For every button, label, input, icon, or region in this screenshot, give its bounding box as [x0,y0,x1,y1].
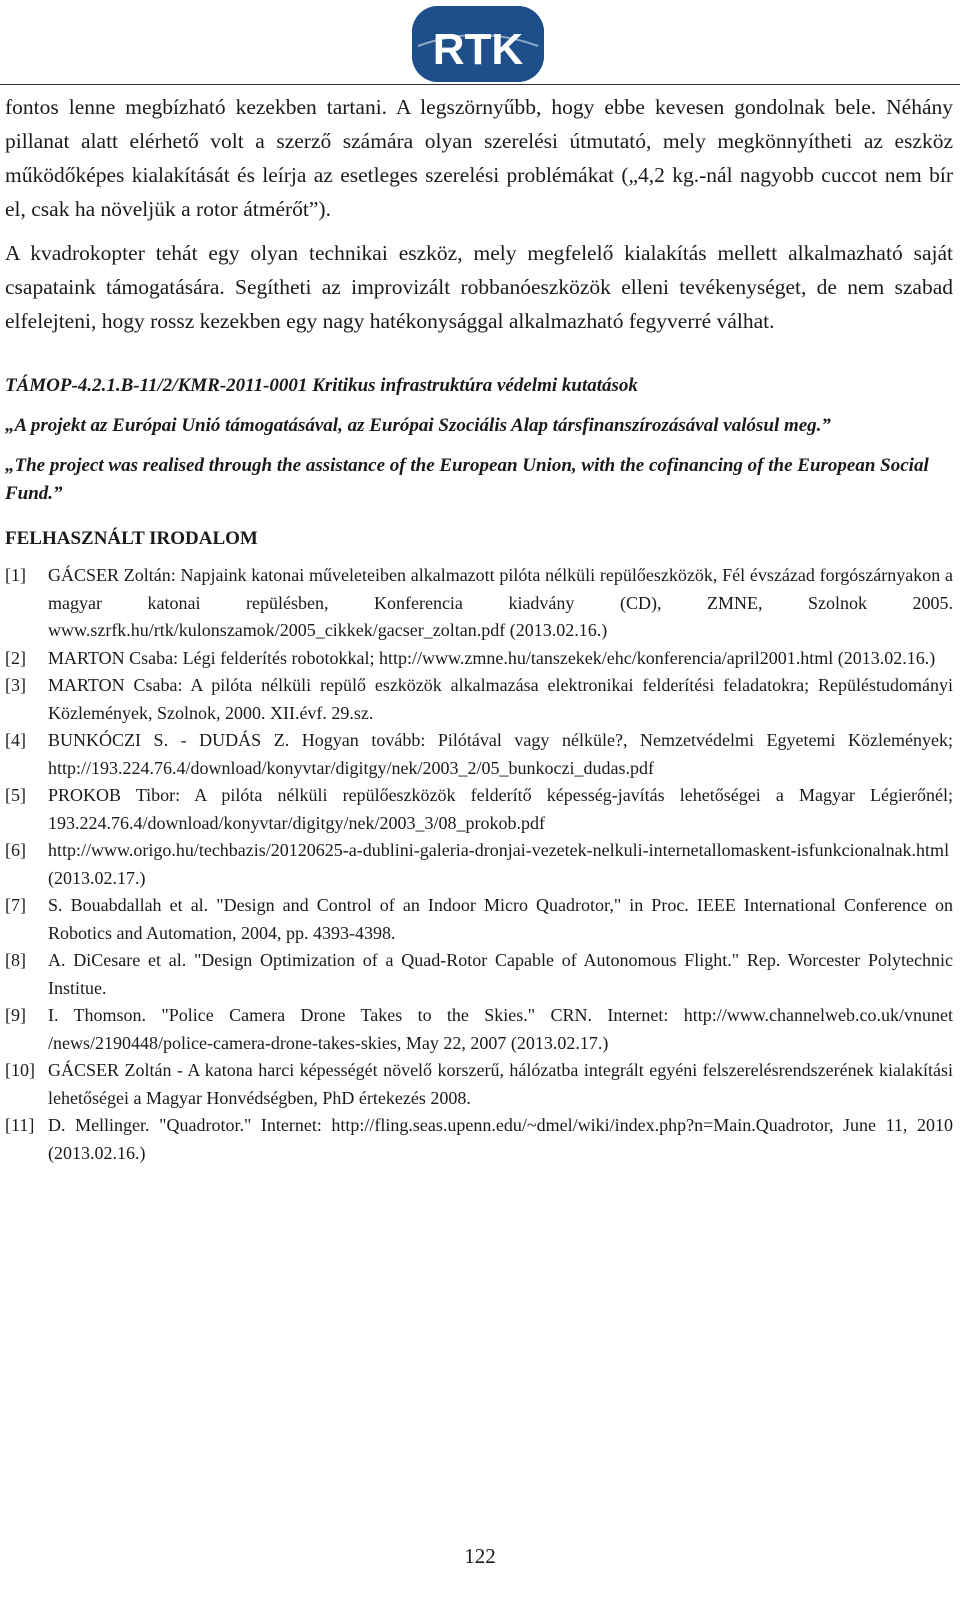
reference-item [5,1112,953,1167]
reference-number: [4] [5,730,26,750]
reference-item [5,645,953,673]
reference-item [5,782,953,837]
project-line [5,372,953,400]
project-title: Kritikus infrastruktúra védelmi kutatások [312,375,638,396]
rtk-logo [412,6,544,82]
reference-text: GÁCSER Zoltán - A katona harci képességét növelő korszerű, hálózatba integrált egyéni felszerelésrendszerének kialakítási lehetőségei a Magyar Honvédségben, PhD értekezés 2008. [48,1060,953,1108]
reference-number: [6] [5,840,26,860]
reference-number: [11] [5,1115,35,1135]
reference-item [5,1057,953,1112]
reference-item [5,837,953,892]
reference-item [5,672,953,727]
reference-text: BUNKÓCZI S. - DUDÁS Z. Hogyan tovább: Pilótával vagy nélküle?, Nemzetvédelmi Egyetemi Közlemények; http://193.224.76.4/download/konyvtar/digitgy/nek/2003_2/05_bunkoczi_dudas.pdf [48,730,953,778]
reference-text: MARTON Csaba: A pilóta nélküli repülő eszközök alkalmazása elektronikai felderítési feladatokra; Repüléstudományi Közlemények, Szolnok, 2000. XII.évf. 29.sz. [48,675,953,723]
reference-text: MARTON Csaba: Légi felderítés robotokkal; http://www.zmne.hu/tanszekek/ehc/konferencia/april2001.html (2013.02.16.) [48,647,936,668]
logo-text: RTK [432,25,524,74]
bibliography-heading: FELHASZNÁLT IRODALOM [5,528,258,549]
reference-number: [2] [5,647,26,668]
reference-text: I. Thomson. "Police Camera Drone Takes to the Skies." CRN. Internet: http://www.channelweb.co.uk/vnunet /news/2190448/police-camera-drone-takes-skies, May 22, 2007 (2013.02.17.) [48,1005,953,1053]
reference-number: [1] [5,565,26,585]
reference-text: D. Mellinger. "Quadrotor." Internet: http://fling.seas.upenn.edu/~dmel/wiki/index.php?n=Main.Quadrotor, June 11, 2010 (2013.02.16.) [48,1115,953,1163]
reference-text: PROKOB Tibor: A pilóta nélküli repülőeszközök felderítő képesség-javítás lehetőségei a Magyar Légierőnél; 193.224.76.4/download/konyvtar/digitgy/nek/2003_3/08_prokob.pdf [48,785,953,833]
reference-item [5,947,953,1002]
reference-text: A. DiCesare et al. "Design Optimization of a Quad-Rotor Capable of Autonomous Flight." Rep. Worcester Polytechnic Institue. [48,950,953,998]
reference-number: [3] [5,675,26,695]
reference-number: [7] [5,895,26,915]
reference-item [5,892,953,947]
reference-item [5,1002,953,1057]
reference-text: GÁCSER Zoltán: Napjaink katonai műveleteiben alkalmazott pilóta nélküli repülőeszközök, Fél évszázad forgószárnyakon a magyar katonai repülésben, Konferencia kiadvány (CD), ZMNE, Szolnok 2005. www.szrfk.hu/rtk/kulonszamok/2005_cikkek/gacser_zoltan.pdf (2013.02.16.) [48,565,953,640]
reference-text: S. Bouabdallah et al. "Design and Control of an Indoor Micro Quadrotor," in Proc. IEEE International Conference on Robotics and Automation, 2004, pp. 4393-4398. [48,895,953,943]
reference-item [5,727,953,782]
page-header [0,0,960,90]
page-number: 122 [464,1544,496,1568]
reference-list [5,562,953,1167]
reference-number: [9] [5,1005,26,1025]
reference-number: [5] [5,785,26,805]
funding-statement-hu: „A projekt az Európai Unió támogatásával, az Európai Szociális Alap társfinanszírozásával valósul meg.” [5,415,831,436]
reference-text: http://www.origo.hu/techbazis/20120625-a-dublini-galeria-dronjai-vezetek-nelkuli-internetallomaskent-isfunkcionalnak.html (2013.02.17.) [48,840,950,888]
reference-item [5,562,953,645]
rtk-logo-mark [412,6,544,82]
reference-number: [8] [5,950,26,970]
page-content [5,90,953,1167]
header-rule [0,84,960,85]
project-code: TÁMOP-4.2.1.B-11/2/KMR-2011-0001 [5,375,308,396]
funding-statement-en: „The project was realised through the assistance of the European Union, with the cofinancing of the European Social Fund.” [5,455,929,504]
body-paragraph-1: fontos lenne megbízható kezekben tartani. A legszörnyűbb, hogy ebbe kevesen gondolnak bele. Néhány pillanat alatt elérhető volt a szerző számára olyan szerelési útmutató, mely megkönnyítheti az eszköz működőképes kialakítását és leírja az esetleges szerelési problémákat („4,2 kg.-nál nagyobb cuccot nem bír el, csak ha növeljük a rotor átmérőt”). [5,95,953,221]
body-paragraph-2: A kvadrokopter tehát egy olyan technikai eszköz, mely megfelelő kialakítás mellett alkalmazható saját csapataink támogatására. Segítheti az improvizált robbanóeszközök elleni tevékenységet, de nem szabad elfelejteni, hogy rossz kezekben egy nagy hatékonysággal alkalmazható fegyverré válhat. [5,241,953,333]
reference-number: [10] [5,1060,35,1080]
funding-acknowledgement [5,372,953,508]
